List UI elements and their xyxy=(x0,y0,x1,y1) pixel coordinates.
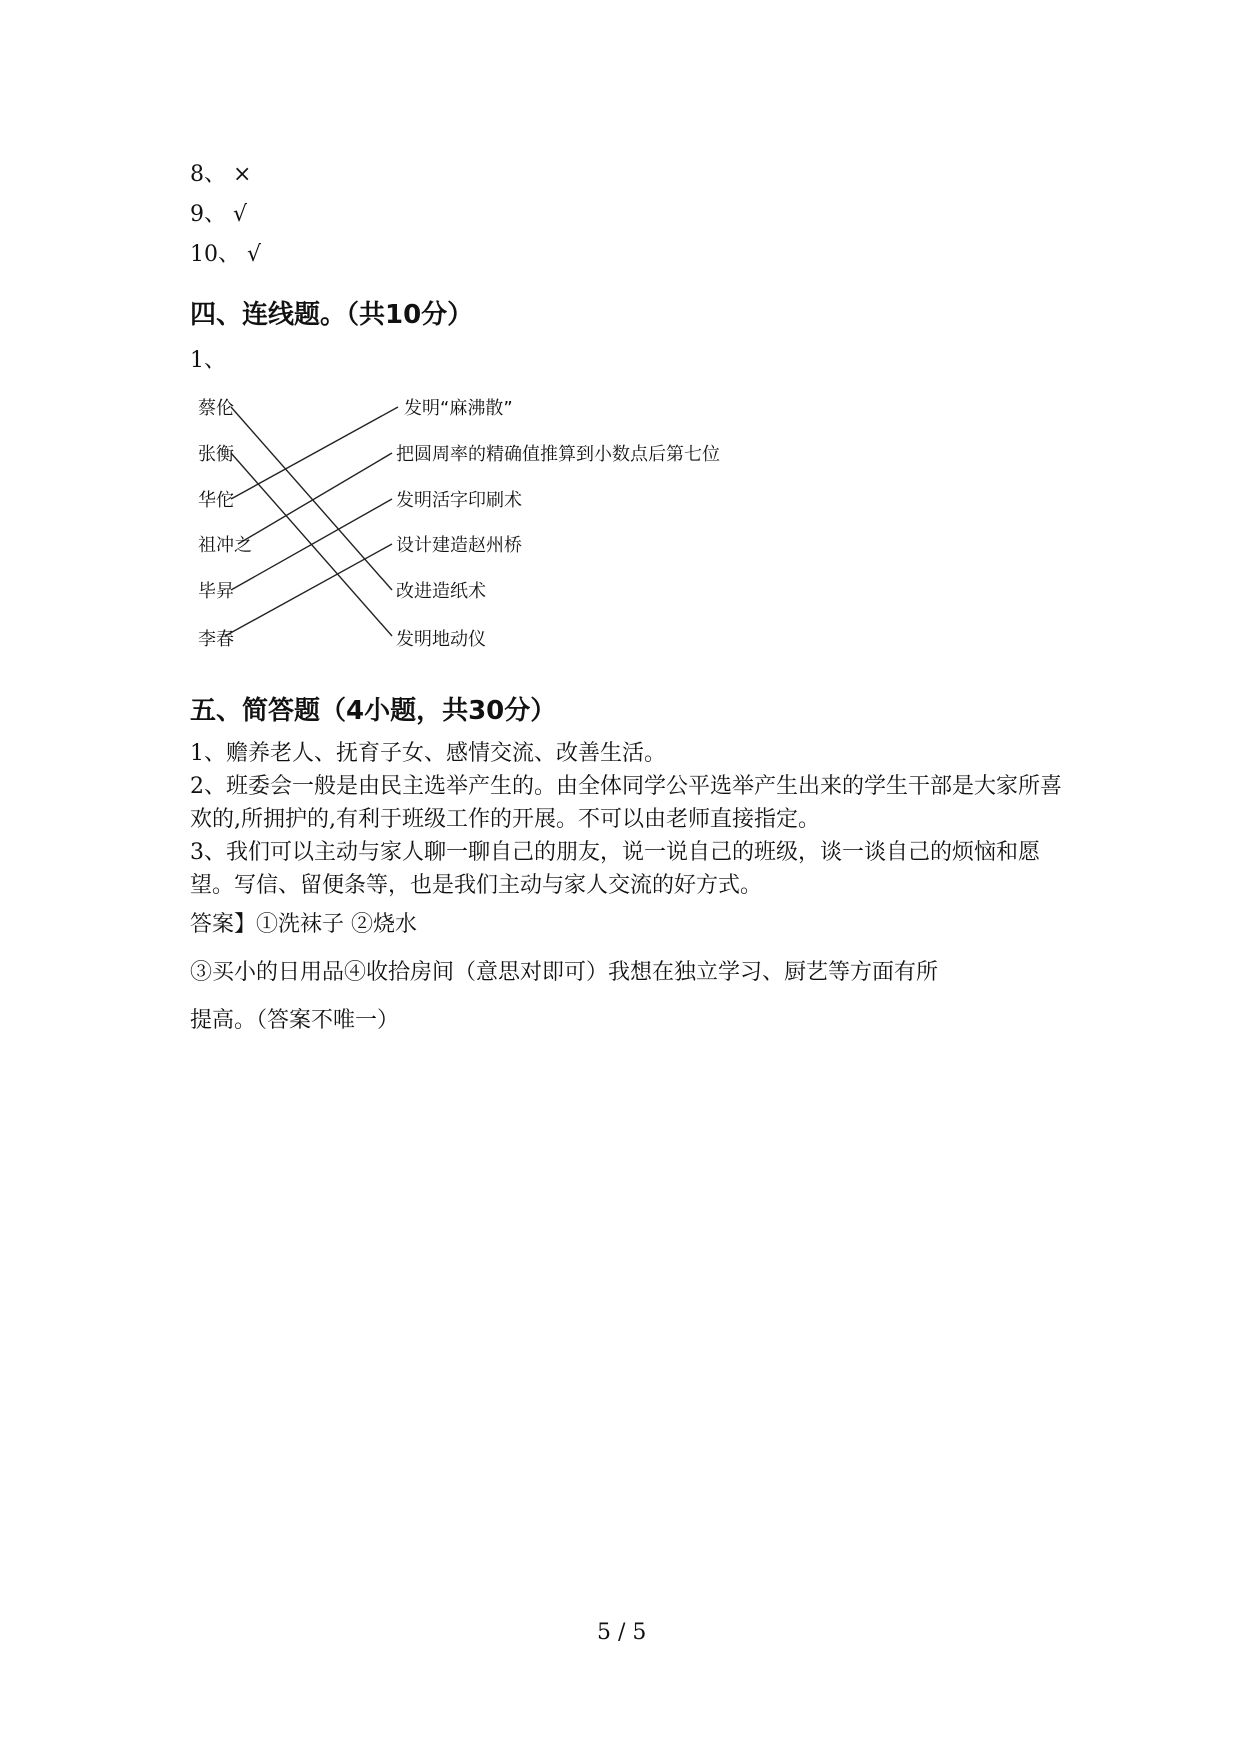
answer-number: 10、 xyxy=(190,242,240,267)
answer-paragraph: 2、班委会一般是由民主选举产生的。由全体同学公平选举产生出来的学生干部是大家所喜欢的,所拥护的,有利于班级工作的开展。不可以由老师直接指定。 xyxy=(190,774,1063,832)
right-item: 把圆周率的精确值推算到小数点后第七位 xyxy=(396,444,720,465)
answer4-line: 提高。（答案不唯一） xyxy=(190,1008,400,1033)
matching-lines xyxy=(0,0,1241,700)
match-line xyxy=(225,544,392,636)
match-line xyxy=(231,499,392,590)
match-line xyxy=(238,453,392,544)
answer-number: 8、 xyxy=(190,162,226,187)
check-mark: √ xyxy=(247,242,262,267)
page-number: 5 / 5 xyxy=(597,1620,647,1645)
right-item: 发明活字印刷术 xyxy=(396,490,522,511)
match-line xyxy=(231,407,392,590)
check-mark: √ xyxy=(233,202,248,227)
left-name: 华佗 xyxy=(198,490,234,511)
answer-paragraph: 1、赡养老人、抚育子女、感情交流、改善生活。 xyxy=(190,741,666,766)
left-name: 蔡伦 xyxy=(198,398,234,419)
left-name: 李春 xyxy=(198,629,234,650)
question-1-label: 1、 xyxy=(190,348,226,373)
right-item: 发明“麻沸散” xyxy=(404,398,513,419)
right-item: 改进造纸术 xyxy=(396,581,486,602)
answer4-line: ③买小的日用品④收拾房间（意思对即可）我想在独立学习、厨艺等方面有所 xyxy=(190,960,939,985)
short-answers xyxy=(190,737,1070,902)
section5-heading: 五、简答题（4小题，共30分） xyxy=(190,696,557,726)
answer-number: 9、 xyxy=(190,202,226,227)
match-line xyxy=(231,407,398,499)
answer4-line: 答案】①洗袜子 ②烧水 xyxy=(190,912,417,937)
answer-paragraph: 3、我们可以主动与家人聊一聊自己的朋友，说一说自己的班级，谈一谈自己的烦恼和愿望。写信、留便条等，也是我们主动与家人交流的好方式。 xyxy=(190,840,1040,898)
left-name: 祖冲之 xyxy=(198,535,252,556)
left-name: 张衡 xyxy=(198,444,234,465)
section4-heading: 四、连线题。（共10分） xyxy=(190,300,474,330)
left-name: 毕昇 xyxy=(198,581,234,602)
right-item: 发明地动仪 xyxy=(396,629,486,650)
right-item: 设计建造赵州桥 xyxy=(396,535,522,556)
cross-mark: × xyxy=(233,162,252,187)
